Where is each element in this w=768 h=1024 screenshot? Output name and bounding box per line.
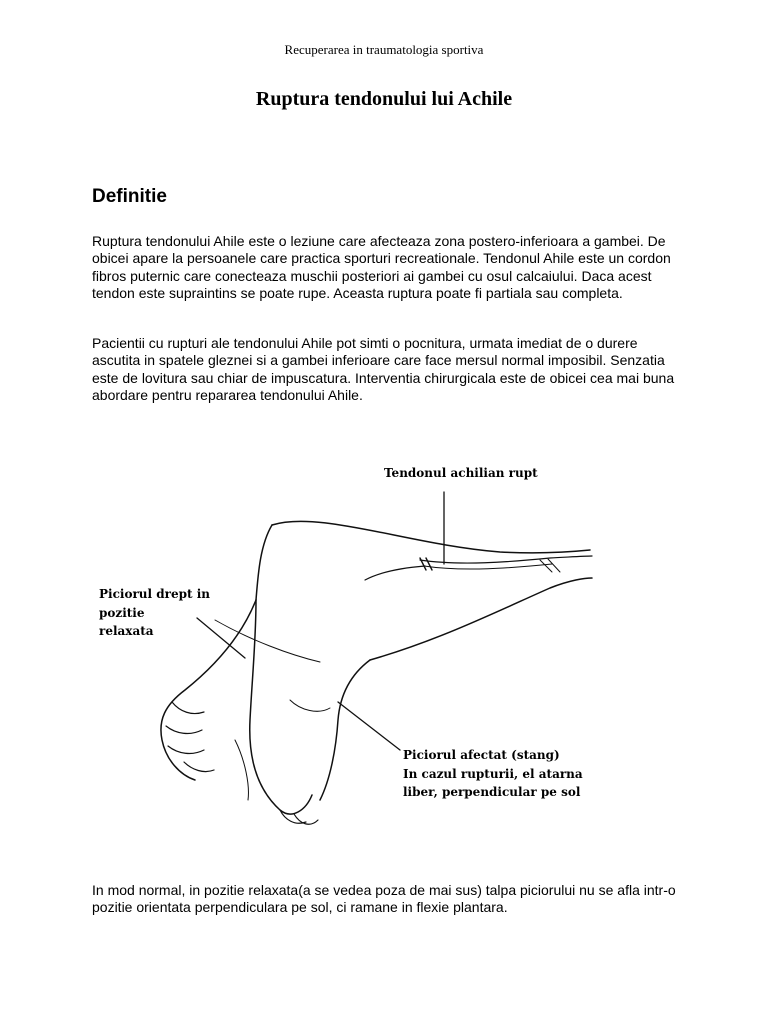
- label-ruptured-tendon: Tendonul achilian rupt: [384, 466, 538, 480]
- section-heading: Definitie: [92, 186, 167, 207]
- document-title: Ruptura tendonului lui Achile: [255, 88, 513, 110]
- paragraph-symptoms: Pacientii cu rupturi ale tendonului Ahile pot simti o pocnitura, urmata imediat de o durere ascutita in spatele gleznei si a gambei inferioare care face mersul normal imposibil. Senzatia este de lovitura sau chiar de impuscatura. Interventia chirurgicala este de obicei cea mai buna abordare pentru repararea tendonului Ahile.: [92, 335, 675, 403]
- label-affected-foot: Piciorul afectat (stang) In cazul rupturii, el atarna liber, perpendicular pe sol: [403, 748, 583, 799]
- paragraph-closing: In mod normal, in pozitie relaxata(a se vedea poza de mai sus) talpa piciorului nu se afla intr-o pozitie orientata perpendiculara pe sol, ci ramane in flexie plantara.: [92, 882, 676, 916]
- foot-illustration: [80, 440, 620, 850]
- paragraph-definition: Ruptura tendonului Ahile este o leziune care afecteaza zona postero-inferioara a gambei. De obicei apare la persoanele care practica sporturi recreationale. Tendonul Ahile este un cordon fibros puternic care conecteaza muschii posteriori ai gambei cu osul calcaiului. Daca acest tendon este supraintins se poate rupe. Aceasta ruptura poate fi partiala sau completa.: [92, 233, 671, 301]
- running-header: Recuperarea in traumatologia sportiva: [284, 42, 484, 57]
- label-right-foot: Piciorul drept in pozitie relaxata: [99, 587, 210, 638]
